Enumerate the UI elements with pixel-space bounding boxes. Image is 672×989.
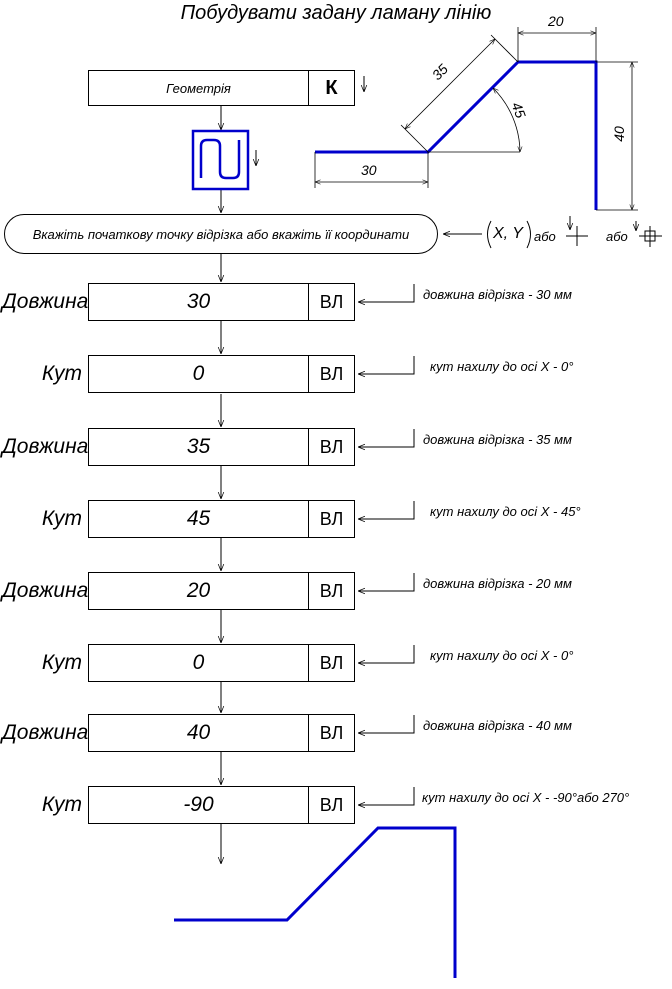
page-title: Побудувати задану ламану лінію: [180, 2, 492, 24]
step-key: ВЛ: [308, 429, 354, 465]
or-label-1: або: [534, 229, 556, 244]
step-note: довжина відрізка - 40 мм: [423, 718, 572, 733]
step-note: кут нахилу до осі X - 0°: [430, 648, 574, 663]
step-label: Кут: [41, 362, 82, 385]
note-connector: [368, 715, 414, 733]
step-value: 35: [186, 435, 211, 458]
note-connector: [368, 356, 414, 374]
dim-35-label: 35: [428, 60, 451, 84]
dim-20-label: 20: [548, 13, 564, 29]
step-key: ВЛ: [308, 356, 354, 392]
cursor-icon: [566, 216, 588, 246]
step-note: кут нахилу до осі X - 0°: [430, 359, 574, 374]
note-connector: [368, 573, 414, 591]
step-label: Кут: [41, 793, 82, 816]
step-value: 0: [192, 362, 205, 385]
dim-30-label: 30: [361, 162, 377, 178]
coords-label: X, Y: [493, 225, 523, 242]
sample-dimensions: [315, 27, 638, 210]
step-label: Довжина: [2, 579, 89, 602]
step-value: -90: [183, 793, 214, 816]
step-note: кут нахилу до осі X - 45°: [430, 504, 581, 519]
geometry-key: К: [308, 71, 354, 105]
step-note: довжина відрізка - 20 мм: [423, 576, 572, 591]
or-label-2: або: [606, 229, 628, 244]
note-connector: [368, 284, 414, 302]
step-value: 45: [186, 507, 211, 530]
step-value: 0: [192, 651, 205, 674]
note-connector: [368, 501, 414, 519]
step-key: ВЛ: [308, 573, 354, 609]
result-polyline: [174, 828, 455, 978]
note-connector: [368, 787, 414, 805]
step-key: ВЛ: [308, 787, 354, 823]
note-connector: [368, 645, 414, 663]
start-point-prompt: Вкажіть початкову точку відрізка або вкажіть її координати: [4, 214, 438, 254]
sample-polyline: [315, 62, 596, 210]
step-label: Довжина: [2, 290, 89, 313]
snap-icon: [636, 221, 662, 247]
step-key: ВЛ: [308, 501, 354, 537]
step-note: довжина відрізка - 30 мм: [423, 287, 572, 302]
step-value: 20: [186, 579, 211, 602]
step-key: ВЛ: [308, 645, 354, 681]
step-value: 40: [186, 721, 211, 744]
step-note: кут нахилу до осі X - -90°або 270°: [422, 790, 630, 805]
step-label: Довжина: [2, 721, 89, 744]
dim-45-label: 45: [508, 99, 529, 121]
geometry-label: Геометрія: [166, 80, 231, 96]
step-label: Кут: [41, 507, 82, 530]
step-note: довжина відрізка - 35 мм: [423, 432, 572, 447]
step-key: ВЛ: [308, 284, 354, 320]
step-value: 30: [186, 290, 211, 313]
step-label: Довжина: [2, 435, 89, 458]
note-connector: [368, 429, 414, 447]
step-key: ВЛ: [308, 715, 354, 751]
dim-40-label: 40: [610, 126, 627, 142]
segment-icon: [193, 131, 248, 189]
step-label: Кут: [41, 651, 82, 674]
